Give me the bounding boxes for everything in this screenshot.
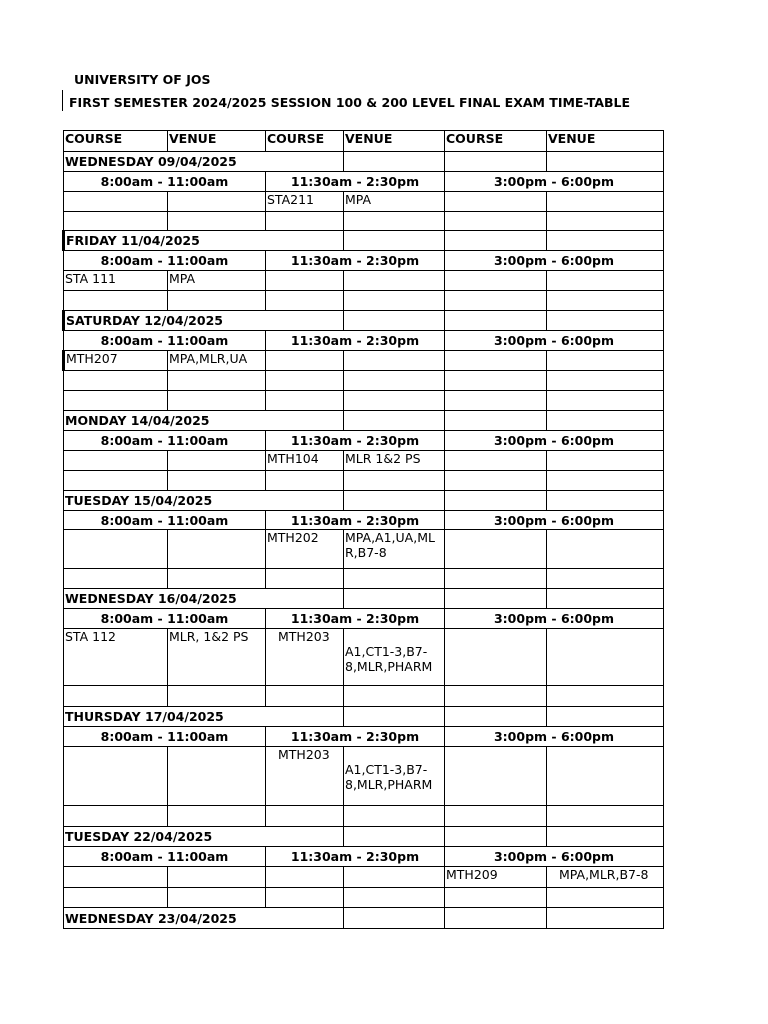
- time-slot-label: 3:00pm - 6:00pm: [445, 511, 664, 530]
- day-label: WEDNESDAY 23/04/2025: [64, 908, 344, 929]
- course-cell: [445, 569, 547, 589]
- empty-cell: [344, 589, 445, 609]
- time-slot-label: 8:00am - 11:00am: [64, 172, 266, 192]
- venue-cell: [547, 806, 664, 827]
- course-cell: [266, 351, 344, 371]
- empty-cell: [547, 589, 664, 609]
- time-slot-label: 8:00am - 11:00am: [64, 609, 266, 629]
- course-cell: [266, 291, 344, 311]
- column-header-course: COURSE: [266, 131, 344, 152]
- venue-cell: [168, 291, 266, 311]
- spacer: [345, 629, 443, 644]
- empty-cell: [445, 411, 547, 431]
- course-cell: MTH207: [64, 351, 168, 371]
- course-cell: [445, 291, 547, 311]
- day-label: TUESDAY 15/04/2025: [64, 491, 344, 511]
- venue-cell: [168, 471, 266, 491]
- column-header-venue: VENUE: [344, 131, 445, 152]
- venue-cell: [344, 806, 445, 827]
- course-cell: [64, 686, 168, 707]
- time-slot-label: 3:00pm - 6:00pm: [445, 727, 664, 747]
- exam-row: [64, 747, 664, 806]
- empty-cell: [344, 908, 445, 929]
- course-cell: [266, 867, 344, 888]
- time-slot-label: 11:30am - 2:30pm: [266, 511, 445, 530]
- exam-row: [64, 629, 664, 686]
- day-row: [64, 231, 664, 251]
- time-slot-row: [64, 727, 664, 747]
- time-slot-label: 11:30am - 2:30pm: [266, 172, 445, 192]
- venue-cell: MLR, 1&2 PS: [168, 629, 266, 686]
- venue-cell: MPA,A1,UA,ML R,B7-8: [344, 530, 445, 569]
- course-cell: [266, 806, 344, 827]
- venue-cell: [547, 530, 664, 569]
- course-cell: MTH203: [266, 747, 344, 806]
- course-cell: [445, 686, 547, 707]
- day-label: THURSDAY 17/04/2025: [64, 707, 344, 727]
- column-header-course: COURSE: [64, 131, 168, 152]
- course-cell: [445, 271, 547, 291]
- venue-cell: MPA,MLR,UA: [168, 351, 266, 371]
- course-cell: [266, 888, 344, 908]
- venue-cell: [547, 686, 664, 707]
- title-marker-bar: [62, 90, 63, 111]
- course-cell: [445, 371, 547, 391]
- day-label: WEDNESDAY 09/04/2025: [64, 152, 344, 172]
- course-cell: [445, 747, 547, 806]
- venue-cell: [547, 888, 664, 908]
- day-row: [64, 908, 664, 929]
- course-cell: [64, 867, 168, 888]
- empty-cell: [547, 152, 664, 172]
- venue-cell: [344, 471, 445, 491]
- time-slot-label: 3:00pm - 6:00pm: [445, 172, 664, 192]
- time-slot-label: 11:30am - 2:30pm: [266, 847, 445, 867]
- venue-cell: [168, 530, 266, 569]
- course-cell: [445, 451, 547, 471]
- venue-cell: [168, 371, 266, 391]
- time-slot-row: [64, 251, 664, 271]
- course-cell: [266, 391, 344, 411]
- course-cell: [64, 806, 168, 827]
- course-cell: [445, 471, 547, 491]
- exam-row: [64, 291, 664, 311]
- day-row: [64, 152, 664, 172]
- time-slot-row: [64, 847, 664, 867]
- course-cell: [64, 192, 168, 212]
- time-slot-label: 8:00am - 11:00am: [64, 251, 266, 271]
- empty-cell: [547, 231, 664, 251]
- empty-cell: [445, 589, 547, 609]
- exam-row: [64, 351, 664, 371]
- empty-cell: [344, 827, 445, 847]
- course-cell: [266, 371, 344, 391]
- course-cell: [266, 569, 344, 589]
- venue-cell: [168, 192, 266, 212]
- course-cell: [266, 686, 344, 707]
- day-label: MONDAY 14/04/2025: [64, 411, 344, 431]
- empty-cell: [344, 411, 445, 431]
- empty-cell: [344, 152, 445, 172]
- time-slot-label: 3:00pm - 6:00pm: [445, 331, 664, 351]
- course-cell: [445, 212, 547, 231]
- venue-cell: [168, 747, 266, 806]
- time-slot-row: [64, 431, 664, 451]
- course-cell: [64, 471, 168, 491]
- venue-cell: A1,CT1-3,B7- 8,MLR,PHARM: [344, 629, 445, 686]
- course-cell: [266, 212, 344, 231]
- column-header-course: COURSE: [445, 131, 547, 152]
- time-slot-label: 11:30am - 2:30pm: [266, 431, 445, 451]
- empty-cell: [445, 707, 547, 727]
- course-cell: MTH209: [445, 867, 547, 888]
- exam-row: [64, 271, 664, 291]
- exam-row: [64, 471, 664, 491]
- course-cell: [64, 391, 168, 411]
- empty-cell: [344, 707, 445, 727]
- empty-cell: [445, 231, 547, 251]
- course-cell: [445, 888, 547, 908]
- time-slot-label: 8:00am - 11:00am: [64, 847, 266, 867]
- venue-cell: [168, 451, 266, 471]
- venue-cell: [168, 806, 266, 827]
- venue-cell: [344, 271, 445, 291]
- exam-row: [64, 569, 664, 589]
- venue-cell: [547, 192, 664, 212]
- venue-cell: [168, 212, 266, 231]
- exam-row: [64, 686, 664, 707]
- empty-cell: [445, 311, 547, 331]
- course-cell: [445, 351, 547, 371]
- column-header-venue: VENUE: [168, 131, 266, 152]
- time-slot-row: [64, 609, 664, 629]
- venue-cell: A1,CT1-3,B7- 8,MLR,PHARM: [344, 747, 445, 806]
- exam-row: [64, 530, 664, 569]
- column-header-row: [64, 131, 664, 152]
- venue-cell: [547, 471, 664, 491]
- venue-cell: [168, 888, 266, 908]
- course-cell: [445, 530, 547, 569]
- exam-row: [64, 888, 664, 908]
- course-cell: [445, 629, 547, 686]
- venue-cell: [344, 291, 445, 311]
- exam-timetable: [62, 130, 664, 929]
- time-slot-label: 8:00am - 11:00am: [64, 511, 266, 530]
- venue-cell: MPA: [344, 192, 445, 212]
- empty-cell: [547, 827, 664, 847]
- venue-cell: [547, 451, 664, 471]
- empty-cell: [445, 152, 547, 172]
- time-slot-label: 3:00pm - 6:00pm: [445, 431, 664, 451]
- venue-cell: [547, 569, 664, 589]
- venue-cell: [344, 867, 445, 888]
- course-cell: MTH202: [266, 530, 344, 569]
- course-cell: [64, 371, 168, 391]
- venue-cell: [344, 351, 445, 371]
- empty-cell: [344, 231, 445, 251]
- course-cell: [64, 888, 168, 908]
- time-slot-row: [64, 172, 664, 192]
- exam-row: [64, 371, 664, 391]
- empty-cell: [547, 491, 664, 511]
- venue-cell: [547, 371, 664, 391]
- course-cell: STA 112: [64, 629, 168, 686]
- time-slot-label: 3:00pm - 6:00pm: [445, 847, 664, 867]
- exam-row: [64, 806, 664, 827]
- venue-cell: MPA: [168, 271, 266, 291]
- venue-cell: [547, 212, 664, 231]
- day-label: WEDNESDAY 16/04/2025: [64, 589, 344, 609]
- exam-row: [64, 451, 664, 471]
- time-slot-label: 3:00pm - 6:00pm: [445, 609, 664, 629]
- course-cell: [266, 271, 344, 291]
- day-row: [64, 827, 664, 847]
- venue-cell: MPA,MLR,B7-8: [547, 867, 664, 888]
- venue-cell: [344, 371, 445, 391]
- day-label: TUESDAY 22/04/2025: [64, 827, 344, 847]
- exam-row: [64, 391, 664, 411]
- venue-cell: [168, 686, 266, 707]
- spacer: [345, 747, 443, 762]
- course-cell: STA211: [266, 192, 344, 212]
- empty-cell: [344, 491, 445, 511]
- empty-cell: [445, 908, 547, 929]
- timetable-subtitle: FIRST SEMESTER 2024/2025 SESSION 100 & 200 LEVEL FINAL EXAM TIME-TABLE: [69, 95, 631, 110]
- venue-cell: [344, 888, 445, 908]
- venue-cell: [547, 271, 664, 291]
- venue-cell: [547, 291, 664, 311]
- day-row: [64, 491, 664, 511]
- course-cell: [64, 569, 168, 589]
- course-cell: [64, 291, 168, 311]
- course-cell: [445, 806, 547, 827]
- venue-cell: [344, 569, 445, 589]
- empty-cell: [547, 411, 664, 431]
- course-cell: [445, 192, 547, 212]
- university-title: UNIVERSITY OF JOS: [74, 72, 211, 87]
- venue-cell: [547, 391, 664, 411]
- time-slot-row: [64, 331, 664, 351]
- venue-cell: MLR 1&2 PS: [344, 451, 445, 471]
- time-slot-label: 8:00am - 11:00am: [64, 331, 266, 351]
- time-slot-label: 8:00am - 11:00am: [64, 727, 266, 747]
- course-cell: [64, 747, 168, 806]
- venue-cell: [344, 212, 445, 231]
- empty-cell: [445, 491, 547, 511]
- empty-cell: [547, 707, 664, 727]
- exam-row: [64, 867, 664, 888]
- day-label: FRIDAY 11/04/2025: [64, 231, 344, 251]
- day-row: [64, 411, 664, 431]
- time-slot-label: 11:30am - 2:30pm: [266, 727, 445, 747]
- venue-cell: [547, 629, 664, 686]
- time-slot-row: [64, 511, 664, 530]
- exam-row: [64, 192, 664, 212]
- empty-cell: [547, 908, 664, 929]
- day-row: [64, 707, 664, 727]
- course-cell: [445, 391, 547, 411]
- course-cell: MTH203: [266, 629, 344, 686]
- empty-cell: [344, 311, 445, 331]
- venue-cell: [168, 569, 266, 589]
- course-cell: STA 111: [64, 271, 168, 291]
- day-label: SATURDAY 12/04/2025: [64, 311, 344, 331]
- venue-cell: [344, 686, 445, 707]
- venue-cell: [168, 867, 266, 888]
- column-header-venue: VENUE: [547, 131, 664, 152]
- course-cell: [64, 451, 168, 471]
- empty-cell: [547, 311, 664, 331]
- venue-cell: [344, 391, 445, 411]
- course-cell: [64, 212, 168, 231]
- venue-cell: [168, 391, 266, 411]
- time-slot-label: 11:30am - 2:30pm: [266, 331, 445, 351]
- time-slot-label: 8:00am - 11:00am: [64, 431, 266, 451]
- course-cell: [64, 530, 168, 569]
- venue-cell: [547, 747, 664, 806]
- time-slot-label: 11:30am - 2:30pm: [266, 609, 445, 629]
- day-row: [64, 311, 664, 331]
- course-cell: MTH104: [266, 451, 344, 471]
- course-cell: [266, 471, 344, 491]
- empty-cell: [445, 827, 547, 847]
- day-row: [64, 589, 664, 609]
- exam-row: [64, 212, 664, 231]
- time-slot-label: 3:00pm - 6:00pm: [445, 251, 664, 271]
- venue-cell: [547, 351, 664, 371]
- time-slot-label: 11:30am - 2:30pm: [266, 251, 445, 271]
